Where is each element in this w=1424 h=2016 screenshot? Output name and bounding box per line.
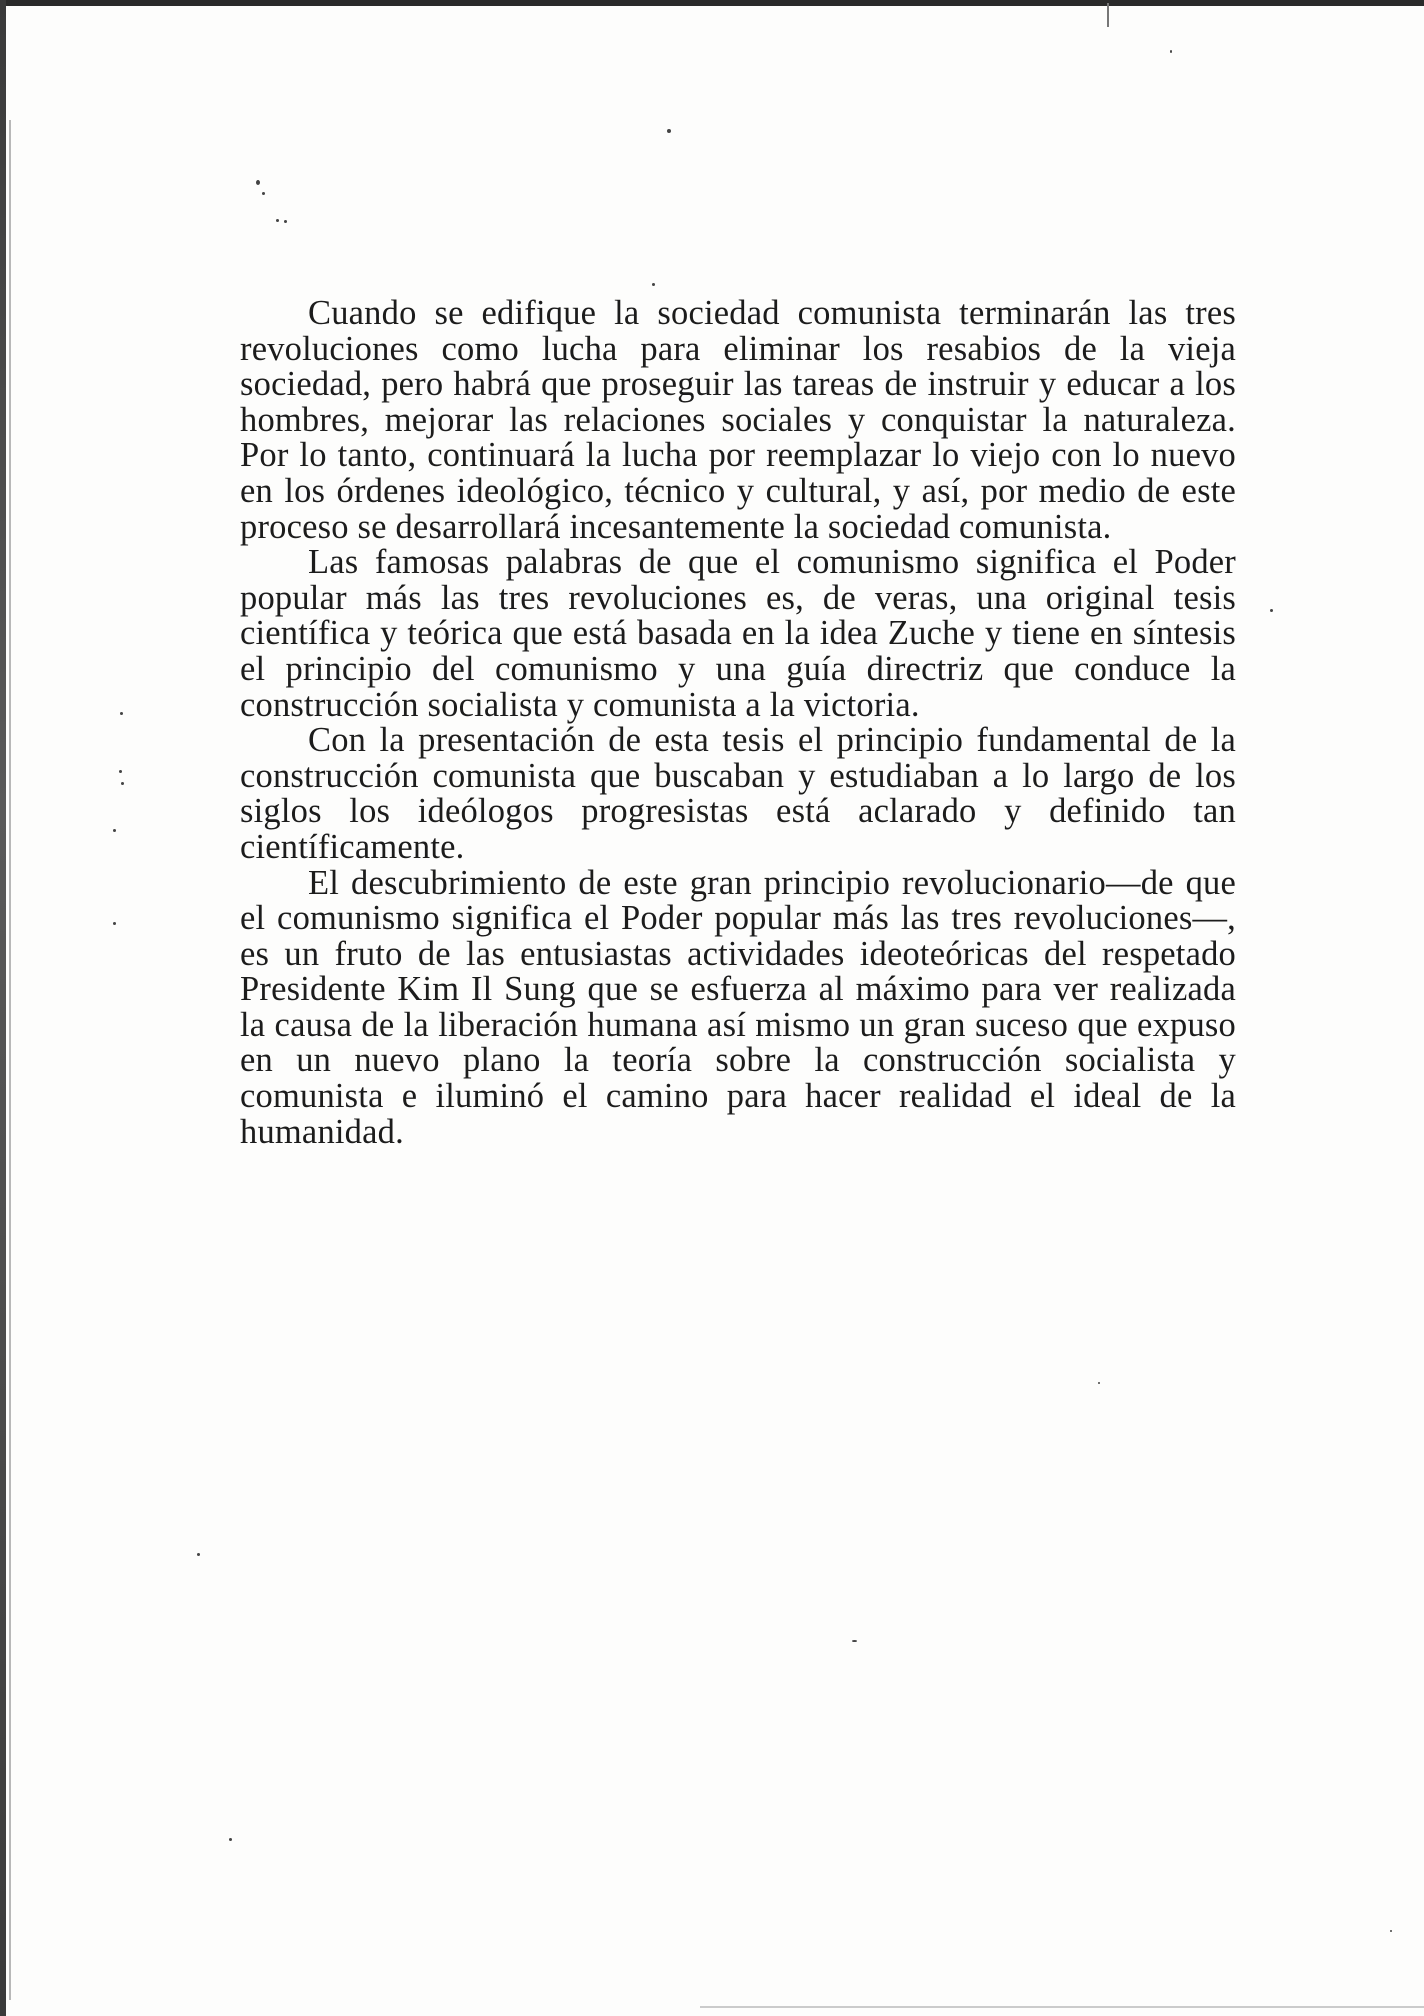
scan-speck bbox=[229, 1838, 232, 1841]
scan-speck bbox=[652, 283, 655, 286]
scan-speck bbox=[1098, 1382, 1100, 1384]
scan-speck bbox=[1170, 50, 1172, 53]
scan-speck bbox=[121, 782, 124, 785]
scan-speck bbox=[1390, 1930, 1392, 1932]
scan-speck bbox=[284, 220, 287, 223]
body-text bbox=[240, 296, 1236, 1150]
scan-speck bbox=[120, 712, 123, 715]
scan-speck bbox=[113, 829, 116, 832]
scan-speck bbox=[667, 129, 671, 133]
scan-edge-top bbox=[0, 0, 1424, 6]
scan-speck bbox=[262, 192, 265, 195]
paragraph: El descubrimiento de este gran principio revolucionario—de que el comunismo significa el Poder popular más las tres revoluciones—, es un fruto de las entusiastas actividades ideoteóricas del respetado Presidente Kim Il Sung que se esfuerza al máximo para ver realizada la causa de la liberación humana así mismo un gran suceso que expuso en un nuevo plano la teoría sobre la construcción socialista y comunista e iluminó el camino para hacer realidad el ideal de la humanidad. bbox=[240, 863, 1236, 1151]
scan-edge-left bbox=[0, 0, 6, 2016]
scan-speck bbox=[113, 922, 116, 925]
scan-speck bbox=[197, 1553, 200, 1556]
scan-speck bbox=[1270, 609, 1273, 612]
scan-speck bbox=[852, 1640, 857, 1642]
scan-speck bbox=[276, 219, 279, 222]
paragraph: Las famosas palabras de que el comunismo significa el Poder popular más las tres revoluciones es, de veras, una original tesis científica y teórica que está basada en la idea Zuche y tiene en síntesis el principio del comunismo y una guía directriz que conduce la construcción socialista y comunista a la victoria. bbox=[240, 543, 1236, 724]
scan-speck bbox=[1107, 3, 1109, 27]
paragraph: Con la presentación de esta tesis el principio fundamental de la construcción comunista que buscaban y estudiaban a lo largo de los siglos los ideólogos progresistas está aclarado y definido tan científicamente. bbox=[240, 721, 1236, 866]
scan-edge-line bbox=[9, 120, 11, 2000]
scan-speck bbox=[119, 770, 122, 773]
paragraph: Cuando se edifique la sociedad comunista terminarán las tres revoluciones como lucha para eliminar los resabios de la vieja sociedad, pero habrá que proseguir las tareas de instruir y educar a los hombres, mejorar las relaciones sociales y conquistar la naturaleza. Por lo tanto, continuará la lucha por reemplazar lo viejo con lo nuevo en los órdenes ideológico, técnico y cultural, y así, por medio de este proceso se desarrollará incesantemente la sociedad comunista. bbox=[240, 294, 1236, 546]
scan-speck bbox=[256, 180, 260, 185]
scan-edge-bottom bbox=[700, 2006, 1424, 2008]
